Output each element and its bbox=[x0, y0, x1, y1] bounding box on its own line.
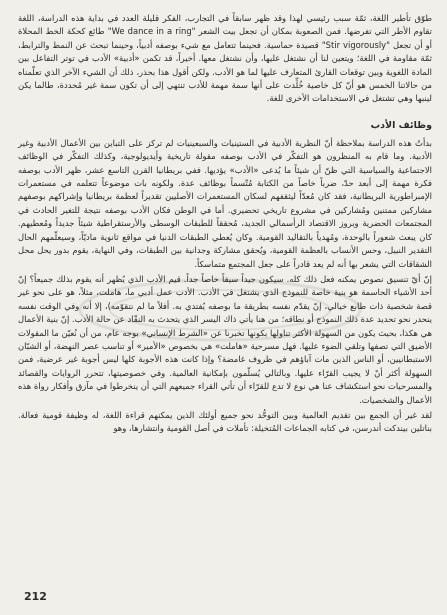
paragraph-structure: إنّ أيّ تنسيق نصوص يمكنه فعل ذلك كله. سيكون جيداً سيقاً خاصاً جداً. قيم الأدب الذي يُظهر أنه يقوم بذلك جميعاً؟ إنّ أحد الأشياء الحاسمة هو بنية خاصة للنموذج الذي يشتغل في الأدب. الأدب عمل أدبي ما، هاملت، مثلاً، هو على نحو غير قصة شخصية ذات طابع خيالي، إنّ يقدّم نفسه بطريقة ما بوصفه يُفتدي به. أفلاً ما لم نتقوّمه)، إلا أنه وفي الوقت نفسه ينحدر نحو تحديد عدة ذلك النموذج أو نطاقه؛ من هنا يأتي ذاك اليسر الذي يتحدث به النقّاد عن حالة الأدب. إنّ بنية الأعمال هي هكذا، بحيث يكون من السهولة الأكثر تناولها بكونها تخبرنا عن «الشرط الإنساني» بوجه عام، من أن نُعيّن ما المقولات الأضيق التي تصفها وتلقي الضوء عليها. فهل مسرحية «هاملت» هي بخصوص «الأمير» أو تناسب عصر النهضة، أو الشبّان الاستبطانيين، أو الناس الذين مات آباؤهم في ظروف غامضة؟ وإذا كانت هذه الأجوبة كلها ليس أجوبة غير عرضية، فمن السهولة أكثر أنْ لا يجيب القرّاء عليها. وبالتالي يُسلّمون بإمكانية العالمية. وفي خصوصيتها، تتحرر الروايات والقصائد والمسرحيات نحو استكشاف عنا هي نوع لا تدع للقرّاء أن تأتي القراء جميعهم التي أن ينخرطوا في مآزق وأفكار رواة هذه الأعمال والشخصيات. bbox=[18, 273, 432, 405]
page-body bbox=[18, 10, 432, 606]
paragraph-intro: طوّق تأطير اللغة، ثمّة سبب رئيسي لهذا وقد ظهر سابقاً في التجارب، الفكر قليلة العدد في بداية هذه الدراسة، اللغة تقاوم الأطر التي تفرضها. فمن الصعوبة بمكان أن تجعل بيت الشعر "We dance in a ring" طائع كحكة الخط المحلاة أو أن تجعل "Stir vigorously" قصيدة حماسية. فحينما تتعامل مع شيء بوصفه أدبياً، وحينما تبحث عن النمط والترابط، ثمّة مقاومة في اللغة؛ ويتعين لنا أن نشتغل عليها، وأن نشتغل معها. أخيراً، قد تكمن «أدبية» الأدب في توتر التفاعل بين المادة اللغوية وبين توقعات القارئ المتعارف عليها لما هو الأدب. ولكن أقول هذا بحذر، ذلك أن الشيء الآخر الذي تعلّمناه من حالاتنا الخمس هو أنّ كل خاصية خُلِّدت على أنها سمة مهمة للأدب تنتهي إلى أن تكون سمة غير مُحددة، طالما يكن لينبها وهي تشتغل في الاستخدامات الأخرى للغة. bbox=[18, 13, 432, 104]
page-number: 212 bbox=[24, 590, 47, 603]
paragraph-closing: لقد غير أن الجمع بين تقديم العالمية وبين التوحُّد نحو جميع أولئك الذين يمكنهم قراءة اللغة، له وظيفة قومية فعالة. بناتلين بيندكت أندرسن، في كتابه الجماعات المُتخيلة: تأملات في أصل القومية وانتشارها، وهو bbox=[18, 409, 432, 434]
paragraph-functions: بدأتُ هذه الدراسة بملاحظة أنّ النظرية الأدبية في الستينيات والسبعينيات لم تركز على التباين بين الأعمال الأدبية وغير الأدبية. وما قام به المنظرون هو التفكّر في الأدب بوصفه مقولة تاريخية وأيديولوجية، وكذلك التفكّر في الوظائف الاجتماعية والسياسية التي ظنّ أن شيئاً ما يُدعى «الأدب» يؤديها. ففي بريطانيا القرن التاسع عشر، ظهر الأدب بوصفه فكرة مهمة إلى أبعد حدّ، ضرباً خاصاً من الكتابة مُتّسماً بوظائف عدة. ولكونه بات موضوعاً تتعلمه في مستعمرات الإمبراطورية البريطانية، فقد كان مُعدّاً ليثقفهم لسكان المستعمرات الأصليين تقديراً لعظمة بريطانيا وإشراكهم بوصفهم مشاركين ممتنين ومُشاركين في مشروع تاريخي تحضيري. أما في الوطن فكان الأدب بوصفه نتيجة للتغير الحادث في المجتمعات الحضرية وبروز الاقتصاد الرأسمالي الجديد، مُحققاً للطبقات الوسطى والأرستقراطية شيئاً جديداً ومُعطيهم. كان يبعث شعوراً بالوحدة، ومُهدياً بالتقاليد القومية. وكان يُعطي الطبقات الدنيا في مواقع ثانوية ماديّاً، وسيعلّمهم الحال التقدير النبيل، وحس الأنساب بالعظمة القومية، ويُحقق مشاركة وجدانية بين الطبقات، وفي النهاية، يقوم بدور يحل محل الشقاقات التي يشعر بها أنه لم يعد قادراً على جعل المجتمع متماسكاً. bbox=[18, 137, 432, 269]
section-heading: وظائف الأدب bbox=[370, 119, 432, 131]
